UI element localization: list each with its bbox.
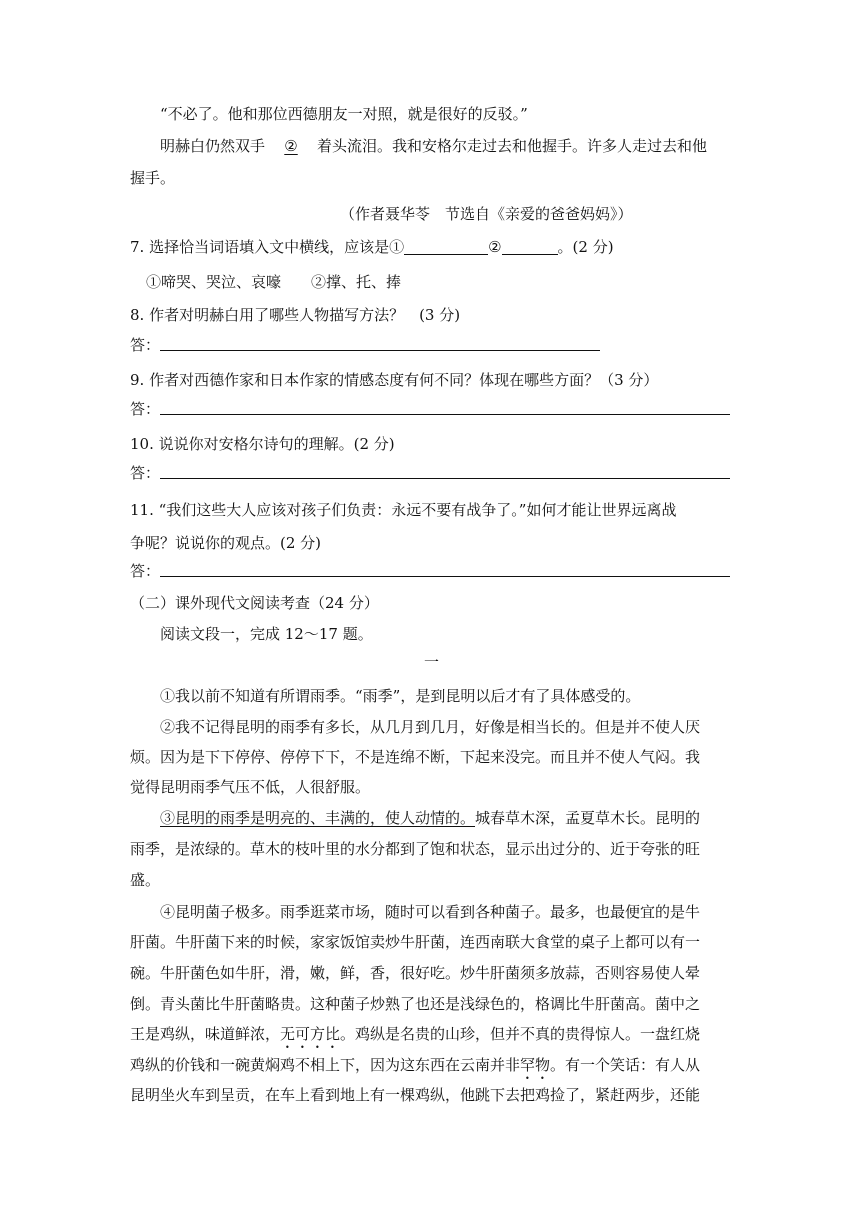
passage-line: 握手。	[130, 169, 176, 187]
question-text: 。(2 分)	[557, 238, 614, 256]
paragraph-4: 肝菌。牛肝菌下来的时候，家家饭馆卖炒牛肝菌，连西南联大食堂的桌子上都可以有一	[130, 933, 701, 951]
answer-line-10[interactable]	[160, 478, 730, 479]
passage-text: 明赫白仍然双手	[160, 137, 266, 155]
paragraph-4	[130, 1024, 700, 1052]
section-instruction: 阅读文段一，完成 12～17 题。	[160, 625, 373, 643]
passage-text: 。鸡纵是名贵的山珍，但并不真的贵得惊人。一盘红烧	[340, 1025, 701, 1043]
section-heading: （二）课外现代文阅读考查（24 分）	[130, 594, 379, 612]
answer-blank-2[interactable]	[502, 238, 558, 255]
part-mark: 一	[424, 653, 440, 671]
paragraph-2: 烦。因为是下下停停、停停下下，不是连绵不断，下起来没完。而且并不使人气闷。我	[130, 748, 701, 766]
question-7	[130, 237, 614, 257]
underlined-sentence: ③昆明的雨季是明亮的、丰满的，使人动情的。	[160, 809, 476, 827]
paragraph-2: 觉得昆明雨季气压不低，人很舒服。	[130, 778, 371, 796]
question-text: ②	[488, 238, 502, 256]
question-7-options: ①啼哭、哭泣、哀嚎 ②撑、托、捧	[146, 273, 402, 291]
answer-label: 答：	[130, 562, 161, 580]
question-10: 10. 说说你对安格尔诗句的理解。(2 分)	[130, 435, 395, 453]
answer-label: 答：	[130, 400, 161, 418]
paragraph-3	[160, 808, 700, 828]
source-citation: （作者聂华苓 节选自《亲爱的爸爸妈妈》）	[340, 205, 633, 223]
passage-line: “不必了。他和那位西德朋友一对照，就是很好的反驳。”	[160, 105, 528, 123]
answer-label: 答：	[130, 336, 161, 354]
paragraph-4: ④昆明菌子极多。雨季逛菜市场，随时可以看到各种菌子。最多，也最便宜的是牛	[160, 903, 701, 921]
paragraph-4: 昆明坐火车到呈贡，在车上看到地上有一棵鸡纵，他跳下去把鸡捡了，紧赶两步，还能	[130, 1086, 701, 1104]
passage-text: 城春草木深，孟夏草木长。昆明的	[475, 809, 701, 827]
answer-label: 答：	[130, 464, 161, 482]
blank-2: ②	[284, 137, 298, 155]
question-8: 8. 作者对明赫白用了哪些人物描写方法？ (3 分)	[130, 306, 461, 324]
paragraph-3: 雨季，是浓绿的。草木的枝叶里的水分都到了饱和状态，显示出过分的、近于夸张的旺	[130, 840, 701, 858]
question-11: 争呢？说说你的观点。(2 分)	[130, 534, 322, 552]
answer-line-9[interactable]	[160, 414, 730, 415]
emphasized-word: 无可方比	[280, 1025, 341, 1043]
paragraph-4: 倒。青头菌比牛肝菌略贵。这种菌子炒熟了也还是浅绿色的，格调比牛肝菌高。菌中之	[130, 995, 701, 1013]
passage-text: 王是鸡纵，味道鲜浓，	[130, 1025, 281, 1043]
passage-line	[160, 136, 707, 156]
emphasized-word: 罕物	[520, 1056, 551, 1074]
paragraph-4: 碗。牛肝菌色如牛肝，滑，嫩，鲜，香，很好吃。炒牛肝菌须多放蒜，否则容易使人晕	[130, 964, 701, 982]
question-9: 9. 作者对西德作家和日本作家的情感态度有何不同？体现在哪些方面？（3 分）	[130, 371, 659, 389]
passage-text: 鸡纵的价钱和一碗黄焖鸡不相上下，因为这东西在云南并非	[130, 1056, 521, 1074]
question-text: 7. 选择恰当词语填入文中横线，应该是①	[130, 238, 405, 256]
paragraph-4	[130, 1055, 700, 1083]
paragraph-3: 盛。	[130, 871, 161, 889]
question-11: 11. “我们这些大人应该对孩子们负责：永远不要有战争了。”如何才能让世界远离战	[130, 501, 677, 519]
paragraph-2: ②我不记得昆明的雨季有多长，从几月到几月，好像是相当长的。但是并不使人厌	[160, 718, 701, 736]
passage-text: 。有一个笑话：有人从	[550, 1056, 701, 1074]
answer-line-8[interactable]	[160, 350, 600, 351]
answer-line-11[interactable]	[160, 576, 730, 577]
answer-blank-1[interactable]	[404, 238, 488, 255]
passage-text: 着头流泪。我和安格尔走过去和他握手。许多人走过去和他	[317, 137, 708, 155]
paragraph-1: ①我以前不知道有所谓雨季。“雨季”，是到昆明以后才有了具体感受的。	[160, 687, 641, 705]
